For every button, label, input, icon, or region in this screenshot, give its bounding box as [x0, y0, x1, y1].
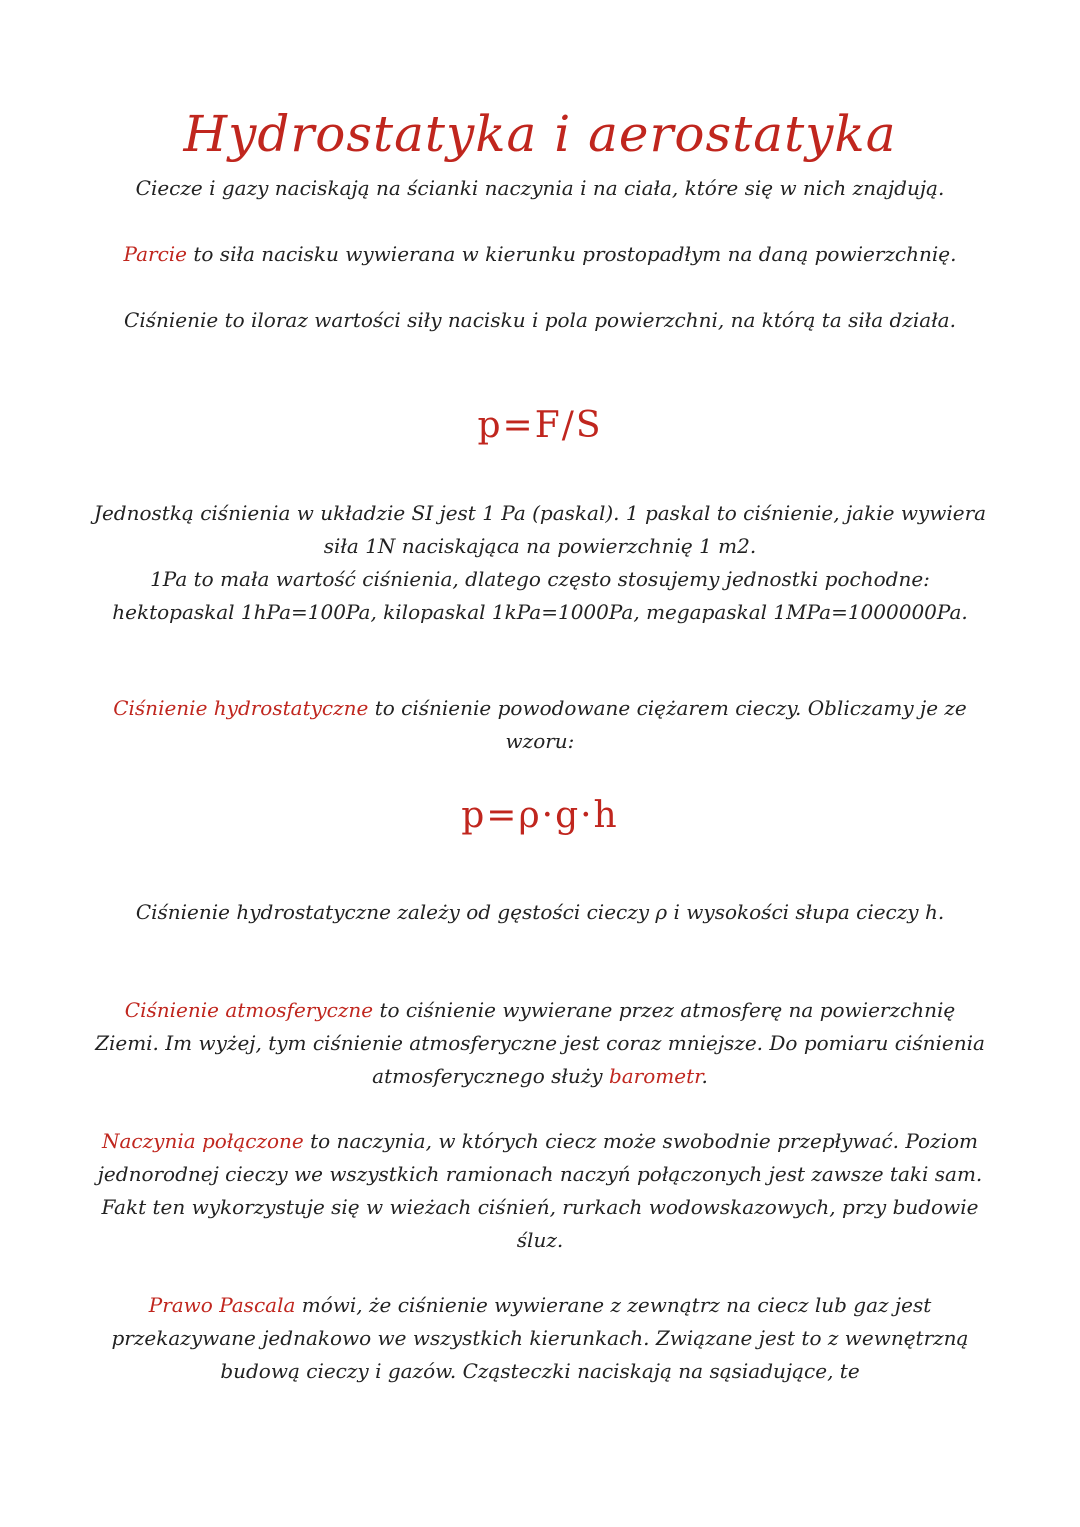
atmospheric-text: to ciśnienie wywierane przez atmosferę na powierzchnię Ziemi. Im wyżej, tym ciśnienie atmosferyczne jest coraz mniejsze. Do pomiaru ciśnienia atmosferycznego służy	[95, 998, 985, 1088]
hydrostatic-depends-text: Ciśnienie hydrostatyczne zależy od gęstości cieczy ρ i wysokości słupa cieczy h.	[135, 900, 945, 924]
unit-paragraph-1	[90, 497, 990, 563]
hydrostatic-depends-paragraph	[90, 896, 990, 929]
cisnienie-definition	[90, 304, 990, 337]
intro-text: Ciecze i gazy naciskają na ścianki naczynia i na ciała, które się w nich znajdują.	[135, 176, 945, 200]
parcie-term: Parcie	[123, 242, 188, 266]
atmospheric-term: Ciśnienie atmosferyczne	[124, 998, 374, 1022]
pascal-text: mówi, że ciśnienie wywierane z zewnątrz na ciecz lub gaz jest przekazywane jednakowo we wszystkich kierunkach. Związane jest to z wewnętrzną budową cieczy i gazów. Cząsteczki naciskają na sąsiadujące, te	[111, 1293, 969, 1383]
unit-text-2: 1Pa to mała wartość ciśnienia, dlatego często stosujemy jednostki pochodne: hektopaskal 1hPa=100Pa, kilopaskal 1kPa=1000Pa, megapaskal 1MPa=1000000Pa.	[112, 567, 968, 624]
unit-text-1: Jednostką ciśnienia w układzie SI jest 1 Pa (paskal). 1 paskal to ciśnienie, jakie wywiera siła 1N naciskająca na powierzchnię 1 m2.	[93, 501, 987, 558]
connected-vessels-paragraph	[90, 1125, 990, 1257]
parcie-text: to siła nacisku wywierana w kierunku prostopadłym na daną powierzchnię.	[187, 242, 957, 266]
page-title: Hydrostatyka i aerostatyka	[183, 105, 897, 163]
hydrostatic-term: Ciśnienie hydrostatyczne	[113, 696, 369, 720]
connected-vessels-text: to naczynia, w których ciecz może swobodnie przepływać. Poziom jednorodnej cieczy we wszystkich ramionach naczyń połączonych jest zawsze taki sam. Fakt ten wykorzystuje się w wieżach ciśnień, rurkach wodowskazowych, przy budowie śluz.	[97, 1129, 983, 1252]
intro-paragraph	[90, 172, 990, 205]
cisnienie-definition-text: Ciśnienie to iloraz wartości siły nacisku i pola powierzchni, na którą ta siła działa.	[124, 308, 956, 332]
unit-paragraph-2	[90, 563, 990, 629]
connected-vessels-term: Naczynia połączone	[101, 1129, 304, 1153]
parcie-paragraph	[90, 238, 990, 271]
pressure-formula: p=F/S	[477, 405, 603, 446]
hydrostatic-text: to ciśnienie powodowane ciężarem cieczy. Obliczamy je ze wzoru:	[368, 696, 967, 753]
pascal-paragraph	[90, 1289, 990, 1388]
pascal-term: Prawo Pascala	[148, 1293, 296, 1317]
barometer-term: barometr	[608, 1064, 702, 1088]
hydrostatic-paragraph	[90, 692, 990, 758]
atmospheric-paragraph	[90, 994, 990, 1093]
atmospheric-end: .	[701, 1064, 708, 1088]
hydrostatic-formula: p=ρ·g·h	[461, 795, 619, 836]
